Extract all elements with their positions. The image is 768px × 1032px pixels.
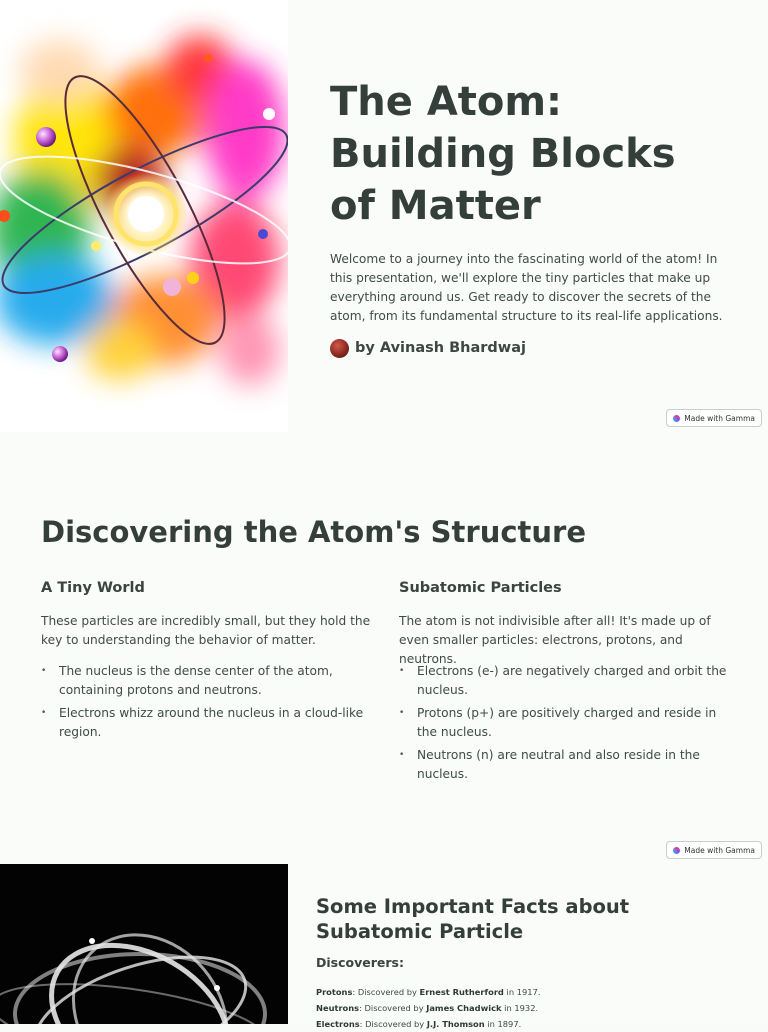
column-heading: A Tiny World [41,580,145,596]
list-item: • Protons (p+) are positively charged and reside in the nucleus. [399,704,729,742]
discoverer-name: Ernest Rutherford [419,987,504,997]
particle-name: Electrons [316,1019,360,1029]
list-item: • Electrons (e-) are negatively charged and orbit the nucleus. [399,662,729,700]
facts-title: Some Important Facts about Subatomic Particle [316,895,630,943]
title-slide [0,0,768,432]
atom-orbit-illustration [0,864,288,1024]
author-name: by Avinash Bhardwaj [355,340,526,356]
bullet-list [399,662,729,784]
fact-year: in 1897. [484,1019,522,1029]
list-item: • The nucleus is the dense center of the atom, containing protons and neutrons. [41,662,371,700]
section-title: Discovering the Atom's Structure [41,515,587,549]
made-with-gamma-button[interactable] [666,841,762,859]
list-item: • Electrons whizz around the nucleus in a cloud-like region. [41,704,371,742]
fact-text: : Discovered by [359,1019,427,1029]
intro-paragraph: Welcome to a journey into the fascinating world of the atom! In this presentation, we'll explore the tiny particles that make up everything around us. Get ready to discover the secrets of the atom, from its fundamental structure to its real-life applications. [330,252,723,323]
fact-year: in 1932. [501,1003,539,1013]
facts-slide [0,864,768,1029]
author-avatar [330,339,349,358]
list-item [316,1016,756,1032]
structure-slide [0,432,768,864]
subatomic-particles-column [399,578,729,788]
tiny-world-column [41,578,371,746]
fact-text: : Discovered by [352,987,420,997]
column-heading: Subatomic Particles [399,580,562,596]
discoverers-list [316,984,756,1032]
discoverers-heading: Discoverers: [316,955,404,970]
discoverer-name: J.J. Thomson [426,1019,485,1029]
author-line [330,338,526,358]
made-with-gamma-button[interactable] [666,409,762,427]
discoverer-name: James Chadwick [426,1003,502,1013]
column-paragraph: These particles are incredibly small, but they hold the key to understanding the behavior of matter. [41,614,371,647]
particle-name: Neutrons [316,1003,360,1013]
bullet-list [41,662,371,742]
list-item: • Neutrons (n) are neutral and also reside in the nucleus. [399,746,729,784]
colorful-atom-illustration [0,0,288,432]
fact-year: in 1917. [503,987,541,997]
page-title: The Atom: Building Blocks of Matter [330,79,676,229]
badge-label: Made with Gamma [684,845,755,855]
column-paragraph: The atom is not indivisible after all! It's made up of even smaller particles: electrons, protons, and neutrons. [399,614,711,666]
gamma-logo-icon [673,415,680,422]
fact-text: : Discovered by [359,1003,427,1013]
gamma-logo-icon [673,847,680,854]
list-item [316,984,756,1000]
particle-name: Protons [316,987,353,997]
list-item [316,1000,756,1016]
badge-label: Made with Gamma [684,413,755,423]
